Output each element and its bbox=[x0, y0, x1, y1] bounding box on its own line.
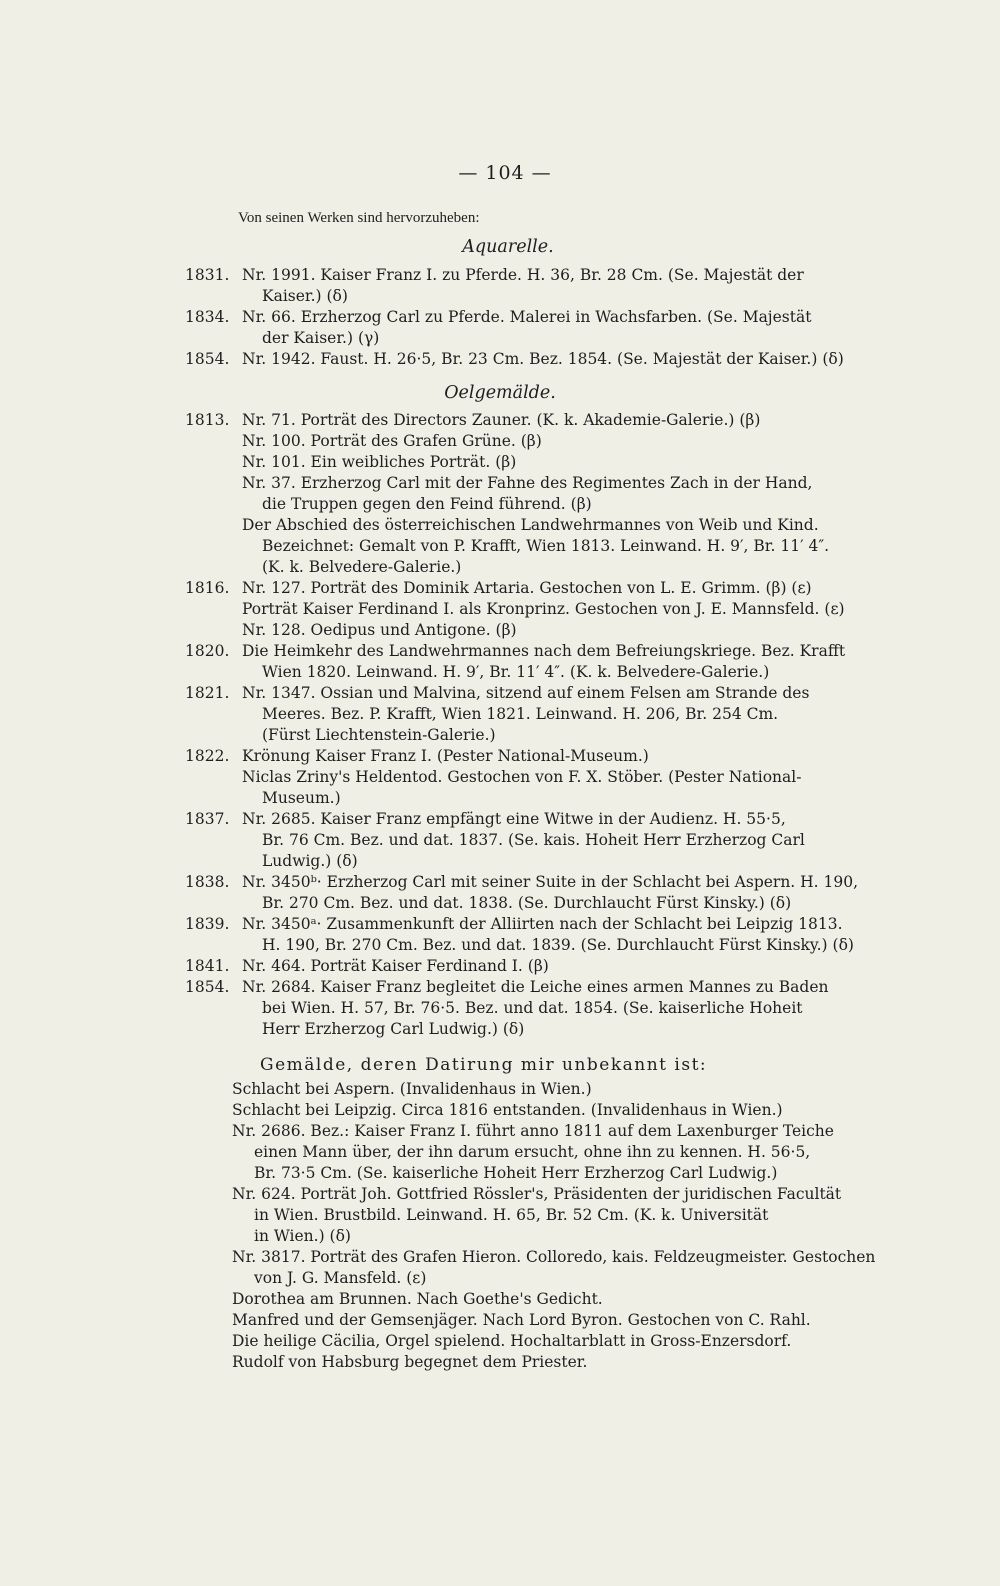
entry-text: Manfred und der Gemsenjäger. Nach Lord Byron. Gestochen von C. Rahl. bbox=[232, 1311, 811, 1329]
entry-year: 1816. bbox=[185, 579, 230, 597]
entry-text: Bezeichnet: Gemalt von P. Krafft, Wien 1813. Leinwand. H. 9′, Br. 11′ 4″. bbox=[262, 537, 830, 555]
intro-text: Von seinen Werken sind hervorzuheben: bbox=[238, 210, 480, 226]
entry-text: die Truppen gegen den Feind führend. (β) bbox=[262, 495, 592, 513]
entry-text: Nr. 3450ᵇ· Erzherzog Carl mit seiner Suite in der Schlacht bei Aspern. H. 190, bbox=[242, 873, 859, 891]
entry-year: 1839. bbox=[185, 915, 230, 933]
entry-line bbox=[0, 307, 894, 328]
entry-text: Dorothea am Brunnen. Nach Goethe's Gedicht. bbox=[232, 1290, 603, 1308]
entry-line bbox=[0, 286, 894, 307]
catalog-entry bbox=[0, 1079, 1000, 1100]
entry-year: 1838. bbox=[185, 873, 230, 891]
entry-year: 1813. bbox=[185, 411, 230, 429]
entry-text: (K. k. Belvedere-Galerie.) bbox=[262, 558, 462, 576]
entry-line bbox=[0, 536, 894, 557]
entry-text: Nr. 100. Porträt des Grafen Grüne. (β) bbox=[242, 432, 542, 450]
catalog-entry bbox=[0, 515, 1000, 578]
entry-text: Die heilige Cäcilia, Orgel spielend. Hochaltarblatt in Gross-Enzersdorf. bbox=[232, 1332, 792, 1350]
entry-line bbox=[0, 1331, 884, 1352]
entry-line bbox=[0, 1163, 884, 1184]
entry-line bbox=[0, 914, 894, 935]
page-number: — 104 — bbox=[458, 162, 552, 184]
entry-text: Die Heimkehr des Landwehrmannes nach dem Befreiungskriege. Bez. Krafft bbox=[242, 642, 846, 660]
entry-text: Schlacht bei Aspern. (Invalidenhaus in Wien.) bbox=[232, 1080, 592, 1098]
catalog-entry bbox=[0, 431, 1000, 452]
entry-line bbox=[0, 620, 894, 641]
section-title-undated: Gemälde, deren Datirung mir unbekannt ist: bbox=[260, 1055, 708, 1075]
entry-line bbox=[0, 830, 894, 851]
entry-year: 1854. bbox=[185, 350, 230, 368]
entry-line bbox=[0, 328, 894, 349]
catalog-entry bbox=[0, 977, 1000, 1040]
catalog-entry bbox=[0, 1331, 1000, 1352]
entry-year: 1831. bbox=[185, 266, 230, 284]
entry-line bbox=[0, 1226, 884, 1247]
entry-text: Ludwig.) (δ) bbox=[262, 852, 358, 870]
entry-line bbox=[0, 851, 894, 872]
catalog-entry bbox=[0, 473, 1000, 515]
entry-text: der Kaiser.) (γ) bbox=[262, 329, 380, 347]
catalog-entry bbox=[0, 265, 1000, 307]
entry-line bbox=[0, 1268, 884, 1289]
entry-line bbox=[0, 746, 894, 767]
entry-line bbox=[0, 956, 894, 977]
entry-line bbox=[0, 473, 894, 494]
entry-text: in Wien.) (δ) bbox=[254, 1227, 351, 1245]
entry-line bbox=[0, 410, 894, 431]
entry-text: Nr. 101. Ein weibliches Porträt. (β) bbox=[242, 453, 517, 471]
entry-text: Nr. 464. Porträt Kaiser Ferdinand I. (β) bbox=[242, 957, 549, 975]
entry-line bbox=[0, 641, 894, 662]
aquarelle-list bbox=[0, 265, 1000, 370]
catalog-entry bbox=[0, 620, 1000, 641]
catalog-entry bbox=[0, 872, 1000, 914]
entry-line bbox=[0, 872, 894, 893]
entry-line bbox=[0, 1184, 884, 1205]
entry-text: Nr. 3817. Porträt des Grafen Hieron. Colloredo, kais. Feldzeugmeister. Gestochen bbox=[232, 1248, 876, 1266]
entry-line bbox=[0, 767, 894, 788]
undated-list bbox=[0, 1079, 1000, 1373]
catalog-entry bbox=[0, 1352, 1000, 1373]
entry-line bbox=[0, 557, 894, 578]
entry-year: 1834. bbox=[185, 308, 230, 326]
entry-text: Der Abschied des österreichischen Landwehrmannes von Weib und Kind. bbox=[242, 516, 819, 534]
entry-line bbox=[0, 1289, 884, 1310]
entry-text: Nr. 66. Erzherzog Carl zu Pferde. Malerei in Wachsfarben. (Se. Majestät bbox=[242, 308, 812, 326]
catalog-entry bbox=[0, 956, 1000, 977]
entry-line bbox=[0, 809, 894, 830]
entry-text: Krönung Kaiser Franz I. (Pester National-Museum.) bbox=[242, 747, 649, 765]
entry-year: 1820. bbox=[185, 642, 230, 660]
entry-text: Schlacht bei Leipzig. Circa 1816 entstanden. (Invalidenhaus in Wien.) bbox=[232, 1101, 783, 1119]
entry-text: Nr. 1942. Faust. H. 26·5, Br. 23 Cm. Bez. 1854. (Se. Majestät der Kaiser.) (δ) bbox=[242, 350, 844, 368]
entry-line bbox=[0, 662, 894, 683]
catalog-entry bbox=[0, 641, 1000, 683]
entry-text: Br. 73·5 Cm. (Se. kaiserliche Hoheit Herr Erzherzog Carl Ludwig.) bbox=[254, 1164, 778, 1182]
entry-line bbox=[0, 1121, 884, 1142]
entry-line bbox=[0, 265, 894, 286]
entry-text: Nr. 2685. Kaiser Franz empfängt eine Witwe in der Audienz. H. 55·5, bbox=[242, 810, 786, 828]
entry-year: 1821. bbox=[185, 684, 230, 702]
entry-line bbox=[0, 1079, 884, 1100]
entry-text: Museum.) bbox=[262, 789, 341, 807]
entry-text: Niclas Zriny's Heldentod. Gestochen von F. X. Stöber. (Pester National- bbox=[242, 768, 802, 786]
catalog-entry bbox=[0, 914, 1000, 956]
entry-line bbox=[0, 349, 894, 370]
entry-text: Nr. 71. Porträt des Directors Zauner. (K. k. Akademie-Galerie.) (β) bbox=[242, 411, 761, 429]
entry-text: Nr. 1991. Kaiser Franz I. zu Pferde. H. 36, Br. 28 Cm. (Se. Majestät der bbox=[242, 266, 804, 284]
entry-text: Nr. 37. Erzherzog Carl mit der Fahne des Regimentes Zach in der Hand, bbox=[242, 474, 813, 492]
catalog-entry bbox=[0, 349, 1000, 370]
oelgemaelde-list bbox=[0, 410, 1000, 1040]
catalog-entry bbox=[0, 746, 1000, 767]
entry-text: Herr Erzherzog Carl Ludwig.) (δ) bbox=[262, 1020, 525, 1038]
catalog-entry bbox=[0, 410, 1000, 431]
entry-line bbox=[0, 725, 894, 746]
entry-text: Rudolf von Habsburg begegnet dem Priester. bbox=[232, 1353, 588, 1371]
entry-line bbox=[0, 452, 894, 473]
catalog-entry bbox=[0, 1247, 1000, 1289]
entry-text: Br. 270 Cm. Bez. und dat. 1838. (Se. Durchlaucht Fürst Kinsky.) (δ) bbox=[262, 894, 792, 912]
entry-year: 1822. bbox=[185, 747, 230, 765]
catalog-entry bbox=[0, 683, 1000, 746]
entry-line bbox=[0, 599, 894, 620]
entry-line bbox=[0, 1100, 884, 1121]
catalog-entry bbox=[0, 1121, 1000, 1184]
catalog-entry bbox=[0, 1289, 1000, 1310]
catalog-entry bbox=[0, 452, 1000, 473]
entry-text: einen Mann über, der ihn darum ersucht, ohne ihn zu kennen. H. 56·5, bbox=[254, 1143, 811, 1161]
catalog-entry bbox=[0, 767, 1000, 809]
entry-text: (Fürst Liechtenstein-Galerie.) bbox=[262, 726, 496, 744]
entry-text: Nr. 1347. Ossian und Malvina, sitzend auf einem Felsen am Strande des bbox=[242, 684, 810, 702]
entry-text: Porträt Kaiser Ferdinand I. als Kronprinz. Gestochen von J. E. Mannsfeld. (ε) bbox=[242, 600, 845, 618]
entry-line bbox=[0, 893, 894, 914]
entry-text: Nr. 128. Oedipus und Antigone. (β) bbox=[242, 621, 517, 639]
catalog-entry bbox=[0, 599, 1000, 620]
entry-year: 1854. bbox=[185, 978, 230, 996]
entry-line bbox=[0, 704, 894, 725]
entry-line bbox=[0, 494, 894, 515]
entry-line bbox=[0, 1310, 884, 1331]
entry-text: bei Wien. H. 57, Br. 76·5. Bez. und dat. 1854. (Se. kaiserliche Hoheit bbox=[262, 999, 803, 1017]
entry-line bbox=[0, 788, 894, 809]
entry-line bbox=[0, 1352, 884, 1373]
entry-text: H. 190, Br. 270 Cm. Bez. und dat. 1839. (Se. Durchlaucht Fürst Kinsky.) (δ) bbox=[262, 936, 854, 954]
entry-text: Wien 1820. Leinwand. H. 9′, Br. 11′ 4″. (K. k. Belvedere-Galerie.) bbox=[262, 663, 770, 681]
entry-line bbox=[0, 1247, 884, 1268]
catalog-entry bbox=[0, 1310, 1000, 1331]
section-title-aquarelle: Aquarelle. bbox=[462, 237, 554, 257]
entry-text: Nr. 624. Porträt Joh. Gottfried Rössler's, Präsidenten der juridischen Facultät bbox=[232, 1185, 842, 1203]
entry-line bbox=[0, 977, 894, 998]
catalog-entry bbox=[0, 809, 1000, 872]
entry-year: 1837. bbox=[185, 810, 230, 828]
entry-line bbox=[0, 1205, 884, 1226]
entry-line bbox=[0, 515, 894, 536]
catalog-entry bbox=[0, 578, 1000, 599]
entry-line bbox=[0, 935, 894, 956]
entry-text: Nr. 127. Porträt des Dominik Artaria. Gestochen von L. E. Grimm. (β) (ε) bbox=[242, 579, 812, 597]
entry-line bbox=[0, 1019, 894, 1040]
catalog-entry bbox=[0, 307, 1000, 349]
entry-line bbox=[0, 1142, 884, 1163]
entry-text: Nr. 2684. Kaiser Franz begleitet die Leiche eines armen Mannes zu Baden bbox=[242, 978, 829, 996]
section-title-oelgemaelde: Oelgemälde. bbox=[444, 383, 556, 403]
entry-line bbox=[0, 431, 894, 452]
catalog-entry bbox=[0, 1100, 1000, 1121]
entry-text: in Wien. Brustbild. Leinwand. H. 65, Br. 52 Cm. (K. k. Universität bbox=[254, 1206, 769, 1224]
entry-line bbox=[0, 683, 894, 704]
entry-line bbox=[0, 998, 894, 1019]
entry-text: Kaiser.) (δ) bbox=[262, 287, 348, 305]
entry-text: Br. 76 Cm. Bez. und dat. 1837. (Se. kais. Hoheit Herr Erzherzog Carl bbox=[262, 831, 805, 849]
entry-line bbox=[0, 578, 894, 599]
entry-text: Nr. 2686. Bez.: Kaiser Franz I. führt anno 1811 auf dem Laxenburger Teiche bbox=[232, 1122, 834, 1140]
entry-text: Meeres. Bez. P. Krafft, Wien 1821. Leinwand. H. 206, Br. 254 Cm. bbox=[262, 705, 779, 723]
entry-year: 1841. bbox=[185, 957, 230, 975]
catalog-entry bbox=[0, 1184, 1000, 1247]
entry-text: Nr. 3450ᵃ· Zusammenkunft der Alliirten nach der Schlacht bei Leipzig 1813. bbox=[242, 915, 843, 933]
entry-text: von J. G. Mansfeld. (ε) bbox=[254, 1269, 427, 1287]
